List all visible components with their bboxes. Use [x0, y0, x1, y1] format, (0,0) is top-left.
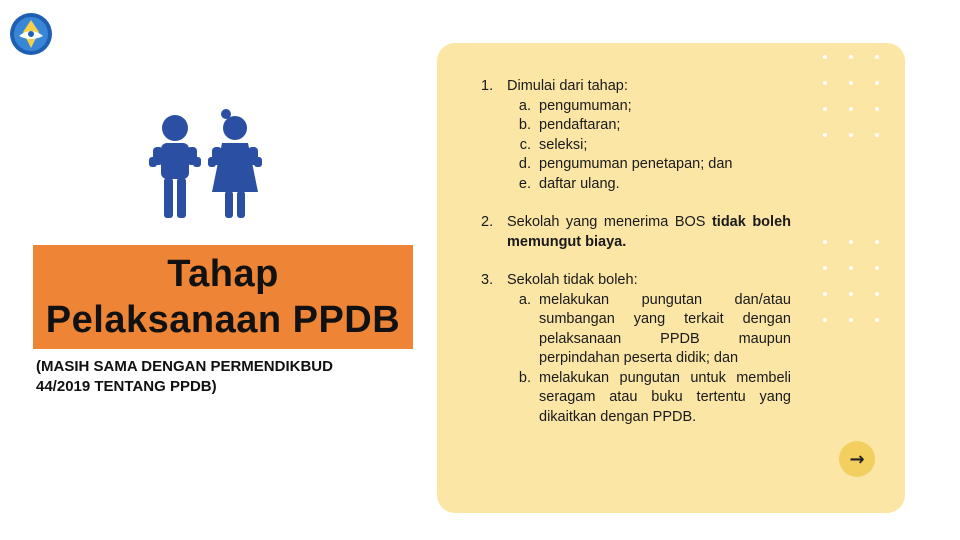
title-line-1: Tahap [167, 253, 279, 295]
item-number: 2. [481, 214, 494, 230]
list-item-2 [481, 213, 791, 252]
list-item-1 [481, 77, 791, 194]
item-text: Sekolah tidak boleh: [507, 272, 638, 288]
sub-item: a. melakukan pungutan dan/atau sumbangan yang terkait dengan pelaksanaan PPDB maupun perpindahan peserta didik; dan [518, 291, 791, 366]
title-banner [33, 245, 413, 349]
emphasis-text: tidak boleh memungut biaya. [507, 214, 791, 250]
title-line-2: Pelaksanaan PPDB [45, 299, 401, 341]
sub-item: c. seleksi; [519, 136, 588, 153]
item-number: 3. [481, 272, 494, 288]
list-item-3 [481, 271, 791, 427]
subtitle [36, 357, 416, 397]
students-icon [146, 106, 270, 222]
sub-item: b. melakukan pungutan untuk membeli seragam atau buku tertentu yang dikaitkan dengan PPDB. [518, 369, 791, 425]
tut-wuri-handayani-logo-icon [9, 12, 53, 56]
arrow-right-icon: → [849, 448, 865, 470]
sub-item: a. pengumuman; [518, 97, 632, 114]
next-slide-button[interactable] [839, 441, 875, 477]
sub-item: d. pengumuman penetapan; dan [518, 156, 733, 172]
sub-item: e. daftar ulang. [518, 175, 620, 192]
subtitle-line-2: 44/2019 TENTANG PPDB) [36, 378, 217, 395]
sub-item: b. pendaftaran; [518, 117, 621, 133]
requirements-list [481, 77, 791, 427]
students-illustration [146, 106, 270, 222]
item-text: Dimulai dari tahap: [507, 78, 628, 94]
item-text: Sekolah yang menerima BOS tidak boleh memungut biaya. [507, 214, 791, 250]
ministry-logo [9, 12, 53, 56]
subtitle-line-1: (MASIH SAMA DENGAN PERMENDIKBUD [36, 358, 333, 375]
item-number: 1. [481, 78, 494, 94]
